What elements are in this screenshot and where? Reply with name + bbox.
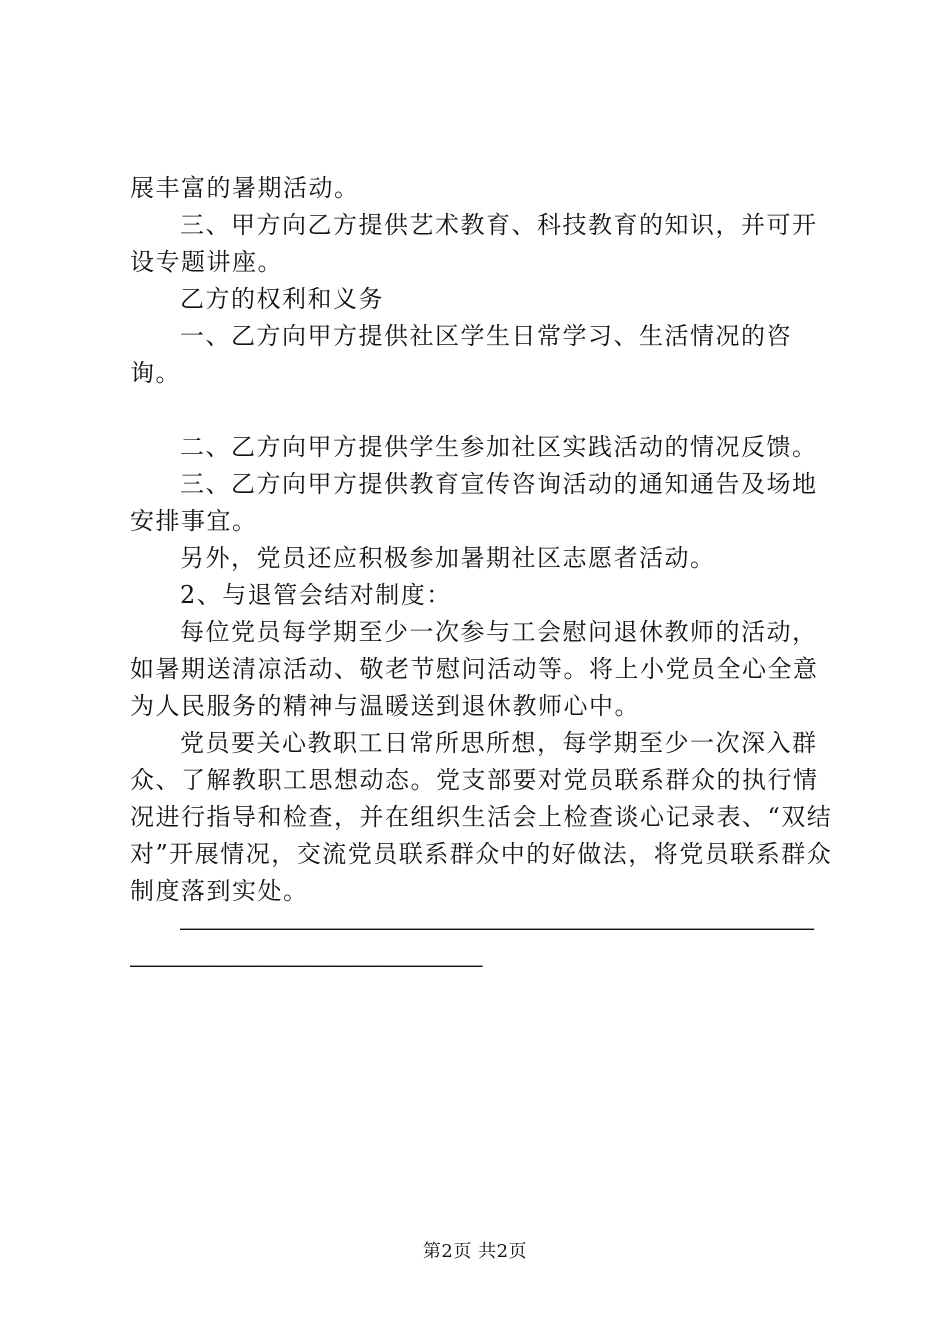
- paragraph: 一、乙方向甲方提供社区学生日常学习、生活情况的咨询。: [130, 322, 792, 387]
- page-footer: 第2页 共2页: [422, 1241, 528, 1262]
- document-body: [130, 170, 840, 984]
- paragraph: 另外，党员还应积极参加暑期社区志愿者活动。: [180, 544, 716, 572]
- separator-line: ——————————————————————————————————————————————————————: [180, 916, 815, 940]
- section-heading: 乙方的权利和义务: [180, 285, 384, 313]
- section-heading: 2、与退管会结对制度：: [180, 581, 452, 609]
- separator-line: ——————————————————————————————: [130, 953, 483, 977]
- blank-line: [130, 392, 840, 429]
- paragraph: 党员要关心教职工日常所思所想，每学期至少一次深入群众、了解教职工思想动态。党支部要对党员联系群众的执行情况进行指导和检查，并在组织生活会上检查谈心记录表、“双结对”开展情况，交流党员联系群众中的好做法，将党员联系群众制度落到实处。: [130, 729, 833, 905]
- paragraph: 二、乙方向甲方提供学生参加社区实践活动的情况反馈。: [180, 433, 818, 461]
- paragraph: 三、甲方向乙方提供艺术教育、科技教育的知识，并可开设专题讲座。: [130, 211, 818, 276]
- paragraph: 三、乙方向甲方提供教育宣传咨询活动的通知通告及场地安排事宜。: [130, 470, 818, 535]
- paragraph: 每位党员每学期至少一次参与工会慰问退休教师的活动，如暑期送清凉活动、敬老节慰问活动等。将上小党员全心全意为人民服务的精神与温暖送到退休教师心中。: [130, 618, 819, 720]
- paragraph: 展丰富的暑期活动。: [130, 174, 360, 202]
